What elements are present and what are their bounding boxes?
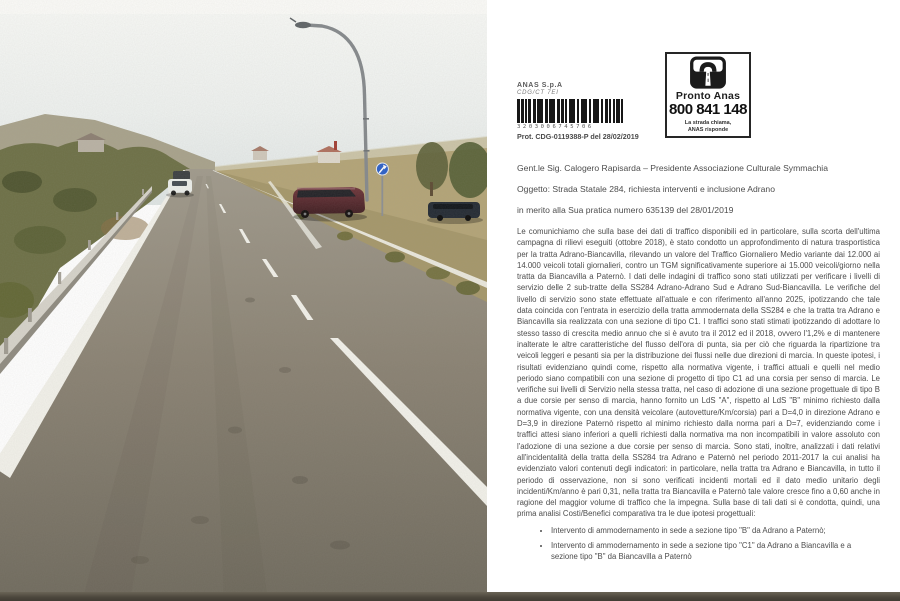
recipient-line: Gent.le Sig. Calogero Rapisarda – Presidente Associazione Culturale Symmachia [517, 163, 828, 173]
stamp-tagline-line2: ANAS risponde [687, 126, 729, 133]
stamp-phone: 800 841 148 [669, 101, 747, 118]
stamp-tagline [685, 120, 731, 134]
barcode [517, 99, 623, 123]
proposal-list [517, 526, 880, 563]
sender-code: CDG/CT 7EI [517, 90, 559, 96]
letter-document [487, 0, 900, 593]
stamp-title: Pronto Anas [675, 90, 741, 102]
stamp-tagline-line1: La strada chiama, [684, 120, 732, 126]
sender-name: ANAS S.p.A [517, 82, 563, 89]
proposal-item-1: • Intervento di ammodernamento in sede a sezione tipo "B" da Adrano a Paternò; [551, 526, 880, 537]
reference-line: in merito alla Sua pratica numero 635139 del 28/01/2019 [517, 205, 734, 215]
bottom-photo-strip [0, 592, 900, 601]
subject-line: Oggetto: Strada Statale 284, richiesta interventi e inclusione Adrano [517, 184, 775, 194]
proposal-item-2: • Intervento di ammodernamento in sede a sezione tipo "C1" da Adrano a Biancavilla e a sezione tipo "B" da Biancavilla a Paternò [551, 541, 880, 562]
anas-logo-icon [689, 56, 727, 90]
sender-block [517, 82, 667, 141]
protocol-line: Prot. CDG-0119388-P del 28/02/2019 [517, 132, 639, 141]
letter-body: Le comunichiamo che sulla base dei dati di traffico disponibili ed in particolare, sulla scorta dell'ultima campagna di rilievi eseguiti (ottobre 2018), è stato condotto un approfondimento di natura trasportistica per la tratta Adrano-Biancavilla, rilevando un valore del Traffico Giornaliero Medio variante dai 12.000 ai 14.000 veicoli totali giornalieri, contro un TGM significativamente superiore ai 15.000 veicoli/giorno nella tratta da Biancavilla a Paternò. I dati delle indagini di traffico sono stati utilizzati per verificare i livelli di servizio delle 2 sub-tratte della SS284 Adrano-Adrano Sud e Adrano Sud-Biancavilla. Le verifiche del livello di servizio sono state effettuate all'attuale e con riferimento all'anno 2025, ipotizzando che tale data coincida con l'entrata in esercizio della tratta ammodernata della SS284 e che la tratta tra Adrano e Biancavilla sia realizzata con una sezione di tipo C1. I traffici sono stati stimati ipotizzando di adottare lo stesso tasso di crescita medio annuo che si è avuto tra il 2012 ed il 2018, ovvero l'1,2% e di mantenere inalterate le altre caratteristiche del flusso dell'ora di punta, sia per ciò che riguarda la ripartizione tra veicoli leggeri e pesanti sia per la distribuzione dei flussi nelle due direzioni di marcia. In queste ipotesi, i risultati evidenziano quindi come, rispetto alla normativa vigente, i traffici attuali e quelli nel medio periodo siano compatibili con una sezione di progetto di tipo C1 ad una corsia per senso di marcia. Le verifiche sui livelli di Servizio nella stessa tratta, nel caso di adozione di una sezione progettuale di tipo B a due corsie per senso di marcia, hanno fornito un LdS "A", rispetto al LdS "B" minimo richiesto dalla normativa vigente, con una densità veicolare (autovetture/Km/corsia) pari a D=4,0 in direzione Adrano e D=3,9 in direzione Paternò rispetto al minimo richiesto dalla norma pari a D=7, evidenziando come i traffici attesi siano inferiori a quelli richiesti dalla normativa ma non incompatibili in valore assoluto con l'adozione di una sezione a due corsie per senso di marcia. Sono stati, inoltre, analizzati i dati relativi all'incidentalità della tratta della SS284 tra Adrano e Paternò nel periodo 2011-2017 la cui analisi ha evidenziato valori contenuti degli indicatori: in particolare, nella tratta tra Adrano e Biancavilla, in tutto il periodo di osservazione, non si sono verificati incidenti mortali ed il dato medio unitario degli incidenti/Km/anno è pari 0,31, nella tratta tra Biancavilla e Paternò tale valore cresce fino a 0,60 anche in ragione del maggior volume di traffico che la impegna. Sulla base di tali dati si è condotta, quindi, una prima analisi Costi/Benefici comparativa tra le due ipotesi progettuali: [517, 227, 880, 519]
pronto-anas-stamp [665, 52, 751, 138]
letter-content [517, 163, 880, 567]
barcode-digits: 3203006745706 [517, 124, 594, 130]
